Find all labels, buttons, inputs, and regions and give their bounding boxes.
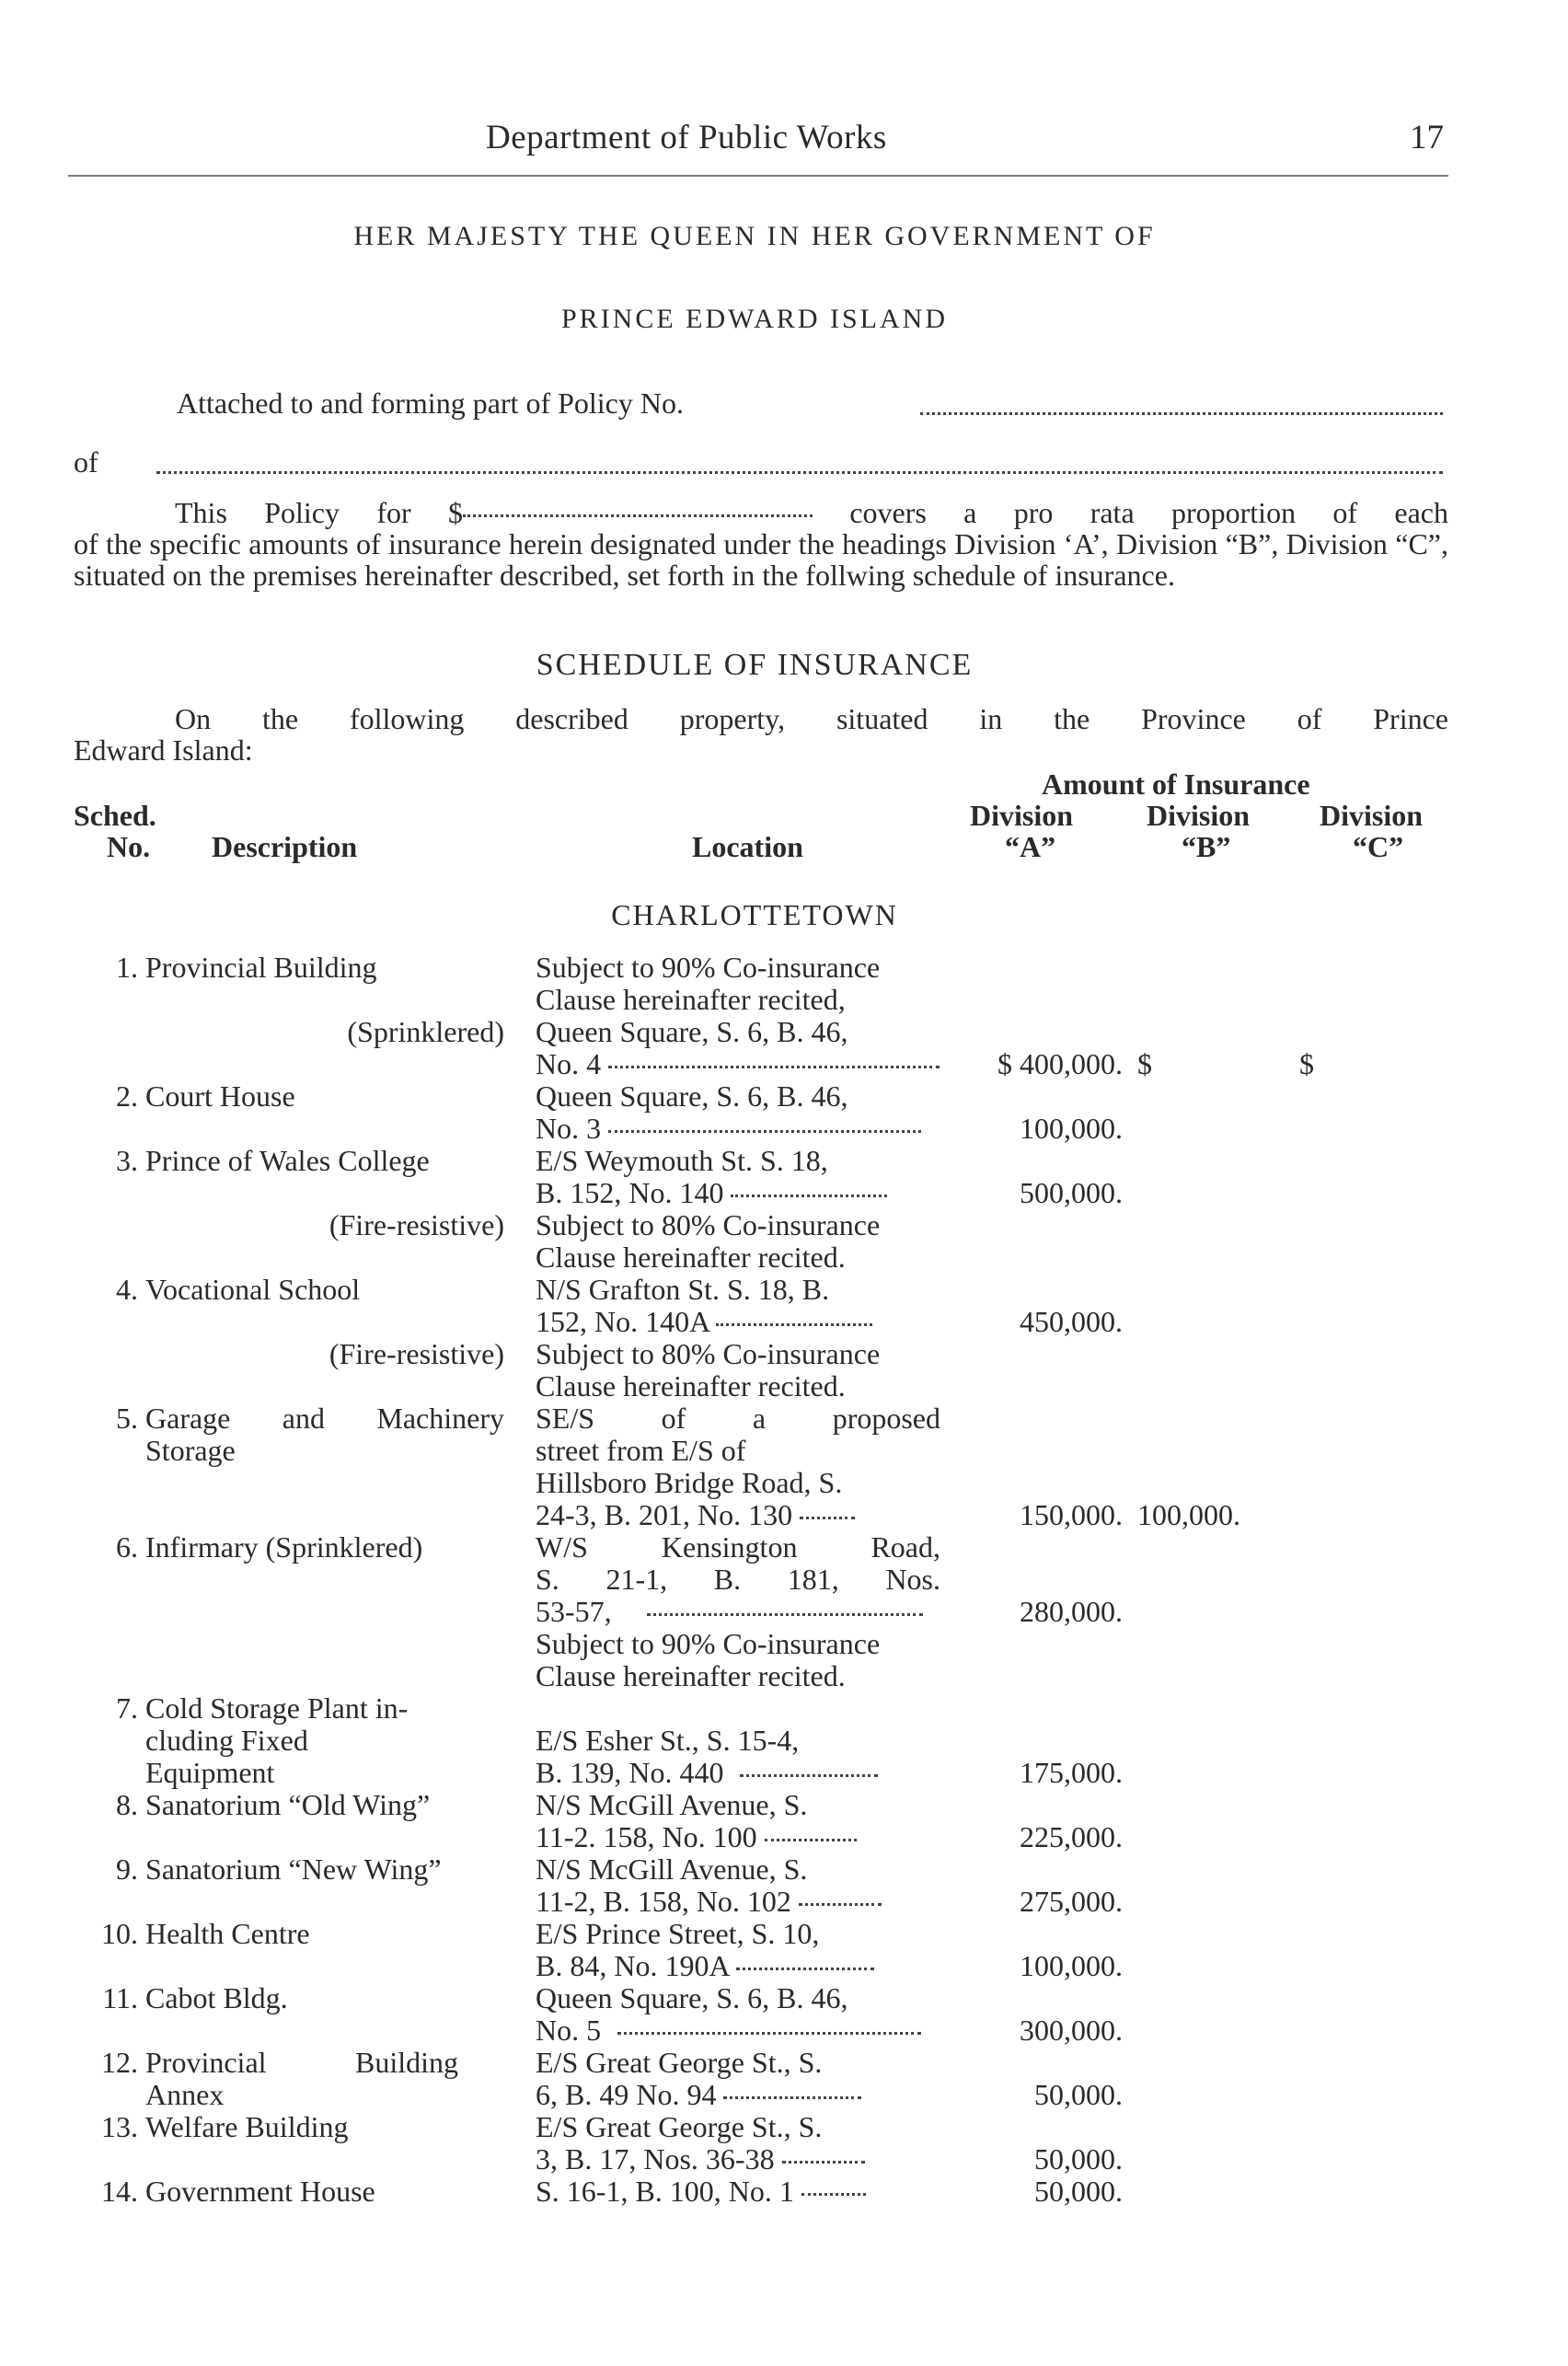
schedule-title: SCHEDULE OF INSURANCE — [536, 648, 974, 682]
row-number: 13. — [101, 2110, 138, 2143]
row-location-text: 53-57, — [536, 1595, 612, 1628]
col-header-c: “C” — [1353, 830, 1404, 863]
row-description: Equipment — [145, 1756, 275, 1789]
row-location-text: No. 4 — [536, 1047, 602, 1080]
row-location: Clause hereinafter recited. — [536, 1659, 846, 1692]
row-amount-a: 100,000. — [1020, 1949, 1123, 1982]
insured-name-blank — [156, 471, 1443, 474]
row-amount-b: $ — [1137, 1047, 1152, 1080]
row-location — [536, 2079, 861, 2111]
row-number: 11. — [102, 1981, 138, 2014]
dot-leader — [736, 1968, 874, 1970]
row-location: N/S McGill Avenue, S. — [536, 1788, 808, 1821]
row-location-text: B. 139, No. 440 — [536, 1756, 724, 1789]
row-number: 8. — [116, 1788, 138, 1821]
row-number: 12. — [101, 2046, 138, 2079]
row-number: 10. — [101, 1917, 138, 1950]
row-location: Queen Square, S. 6, B. 46, — [536, 1079, 848, 1113]
intro-line2: Edward Island: — [74, 733, 253, 767]
col-header-description: Description — [212, 830, 358, 863]
row-number: 6. — [116, 1530, 138, 1564]
row-amount-a: $ 400,000. — [997, 1047, 1123, 1080]
row-amount-b: 100,000. — [1137, 1498, 1240, 1531]
col-header-location: Location — [692, 830, 803, 863]
row-location-text: 6, B. 49 No. 94 — [536, 2078, 717, 2111]
col-header-no: No. — [107, 830, 151, 863]
row-location-text: 11-2, B. 158, No. 102 — [536, 1885, 791, 1918]
row-location — [536, 2176, 866, 2208]
header-rule — [68, 175, 1448, 177]
row-amount-a: 100,000. — [1020, 1112, 1123, 1145]
col-header-division-c: Division — [1320, 799, 1424, 832]
row-description: Cold Storage Plant in- — [145, 1691, 409, 1725]
document-title-line2: PRINCE EDWARD ISLAND — [561, 304, 948, 334]
row-location — [536, 2143, 865, 2176]
row-location — [536, 1886, 882, 1918]
dot-leader — [782, 2161, 865, 2164]
row-description-note: (Fire-resistive) — [329, 1337, 504, 1370]
dot-leader — [647, 1613, 923, 1616]
row-amount-a: 300,000. — [1020, 2014, 1123, 2047]
row-location-text: B. 84, No. 190A — [536, 1949, 729, 1982]
dot-leader — [765, 1839, 857, 1841]
row-amount-a: 50,000. — [1034, 2142, 1123, 2176]
row-amount-c: $ — [1299, 1047, 1314, 1080]
row-description: Annex — [145, 2078, 225, 2111]
row-location-text: No. 3 — [536, 1112, 602, 1145]
running-title: Department of Public Works — [486, 119, 887, 156]
row-amount-a: 275,000. — [1020, 1885, 1123, 1918]
row-description: Sanatorium “Old Wing” — [145, 1788, 431, 1821]
paragraph-first-line — [74, 497, 1448, 528]
row-location: E/S Great George St., S. — [536, 2110, 823, 2143]
row-location: Subject to 90% Co-insurance — [536, 1627, 881, 1660]
row-location: N/S Grafton St. S. 18, B. — [536, 1273, 830, 1306]
row-location — [536, 1757, 878, 1789]
row-amount-a: 150,000. — [1020, 1498, 1123, 1531]
row-location: E/S Prince Street, S. 10, — [536, 1917, 820, 1950]
row-location — [536, 2014, 921, 2047]
row-amount-a: 280,000. — [1020, 1595, 1123, 1628]
row-location-text: 3, B. 17, Nos. 36-38 — [536, 2142, 775, 2176]
row-amount-a: 50,000. — [1034, 2175, 1123, 2208]
row-number: 9. — [116, 1852, 138, 1886]
row-location-text: B. 152, No. 140 — [536, 1176, 724, 1209]
intro-line1: On the following described property, situated in the Province of Prince — [175, 702, 1448, 735]
row-number: 4. — [116, 1273, 138, 1306]
row-location: street from E/S of — [536, 1434, 746, 1467]
paragraph-body: of the specific amounts of insurance herein designated under the headings Division ‘A’, Division “B”, Division “C”, situated on the premises hereinafter described, set forth in the follwing schedule of insurance. — [74, 527, 1448, 592]
row-amount-a: 225,000. — [1020, 1820, 1123, 1853]
row-description-note: (Fire-resistive) — [329, 1208, 504, 1241]
dot-leader — [799, 1903, 882, 1906]
row-description: Infirmary (Sprinklered) — [145, 1530, 423, 1564]
row-location — [536, 1499, 855, 1531]
row-amount-a: 500,000. — [1020, 1176, 1123, 1209]
row-location: Subject to 80% Co-insurance — [536, 1208, 881, 1241]
row-location — [536, 1177, 887, 1209]
paragraph-lead: This Policy for $ — [175, 496, 463, 529]
row-location: Queen Square, S. 6, B. 46, — [536, 1981, 848, 2014]
page-number: 17 — [1410, 119, 1444, 156]
dot-leader — [800, 1517, 855, 1519]
row-description: Provincial Building — [145, 951, 377, 984]
dot-leader — [608, 1130, 921, 1133]
row-description: Storage — [145, 1434, 236, 1467]
row-description: Provincial Building — [145, 2046, 458, 2079]
dot-leader — [740, 1774, 878, 1777]
dot-leader — [608, 1066, 940, 1068]
row-location: S. 21-1, B. 181, Nos. — [536, 1563, 940, 1596]
row-amount-a: 175,000. — [1020, 1756, 1123, 1789]
row-description-note: (Sprinklered) — [347, 1015, 504, 1048]
row-location — [536, 1048, 940, 1080]
row-location: Hillsboro Bridge Road, S. — [536, 1466, 843, 1499]
dot-leader — [801, 2193, 866, 2196]
city-heading: CHARLOTTETOWN — [611, 898, 898, 931]
row-location-text: 11-2. 158, No. 100 — [536, 1820, 757, 1853]
row-number: 2. — [116, 1079, 138, 1113]
row-number: 3. — [116, 1144, 138, 1177]
row-description: Welfare Building — [145, 2110, 349, 2143]
row-description: Garage and Machinery — [145, 1402, 504, 1435]
row-location: E/S Great George St., S. — [536, 2046, 823, 2079]
attached-policy-text: Attached to and forming part of Policy No. — [177, 387, 684, 420]
row-description: Prince of Wales College — [145, 1144, 430, 1177]
col-header-b: “B” — [1182, 830, 1231, 863]
row-description: Court House — [145, 1079, 295, 1113]
policy-paragraph — [74, 497, 1448, 591]
row-description: Sanatorium “New Wing” — [145, 1852, 442, 1886]
policy-number-blank — [920, 412, 1443, 415]
row-number: 14. — [101, 2175, 138, 2208]
row-description: Government House — [145, 2175, 375, 2208]
row-location: N/S McGill Avenue, S. — [536, 1852, 808, 1886]
row-location — [536, 1821, 857, 1853]
schedule-intro — [74, 703, 1448, 766]
col-header-a: “A” — [1005, 830, 1056, 863]
row-location: Queen Square, S. 6, B. 46, — [536, 1015, 848, 1048]
row-location: E/S Esher St., S. 15-4, — [536, 1724, 800, 1757]
amount-blank — [463, 514, 813, 517]
row-location — [536, 1950, 874, 1982]
row-location: Clause hereinafter recited. — [536, 1369, 846, 1402]
row-location-text: 152, No. 140A — [536, 1305, 709, 1338]
row-location: W/S Kensington Road, — [536, 1530, 940, 1564]
row-location-text: No. 5 — [536, 2014, 602, 2047]
row-number: 7. — [116, 1691, 138, 1725]
row-location: Clause hereinafter recited. — [536, 1241, 846, 1274]
row-number: 1. — [116, 951, 138, 984]
row-location: SE/S of a proposed — [536, 1402, 940, 1435]
col-header-division-b: Division — [1147, 799, 1251, 832]
dot-leader — [716, 1323, 872, 1326]
row-description: Cabot Bldg. — [145, 1981, 288, 2014]
row-description: cluding Fixed — [145, 1724, 308, 1757]
dot-leader — [731, 1195, 887, 1197]
amount-of-insurance-heading: Amount of Insurance — [1042, 768, 1310, 801]
row-number: 5. — [116, 1402, 138, 1435]
row-location: Subject to 90% Co-insurance — [536, 951, 881, 984]
row-location: E/S Weymouth St. S. 18, — [536, 1144, 828, 1177]
row-description: Health Centre — [145, 1917, 310, 1950]
col-header-division-a: Division — [970, 799, 1074, 832]
row-amount-a: 450,000. — [1020, 1305, 1123, 1338]
col-header-sched: Sched. — [74, 799, 156, 832]
row-location-text: S. 16-1, B. 100, No. 1 — [536, 2175, 794, 2208]
row-location — [536, 1306, 872, 1338]
dot-leader — [617, 2032, 921, 2035]
row-location: Subject to 80% Co-insurance — [536, 1337, 881, 1370]
row-description: Vocational School — [145, 1273, 361, 1306]
of-label: of — [74, 445, 98, 479]
row-location — [536, 1596, 923, 1628]
row-location: Clause hereinafter recited, — [536, 983, 846, 1016]
row-location-text: 24-3, B. 201, No. 130 — [536, 1498, 793, 1531]
row-location — [536, 1113, 921, 1145]
row-amount-a: 50,000. — [1034, 2078, 1123, 2111]
document-title-line1: HER MAJESTY THE QUEEN IN HER GOVERNMENT OF — [353, 221, 1156, 251]
paragraph-lead-tail: covers a pro rata proportion of each — [812, 496, 1449, 529]
dot-leader — [723, 2096, 861, 2099]
